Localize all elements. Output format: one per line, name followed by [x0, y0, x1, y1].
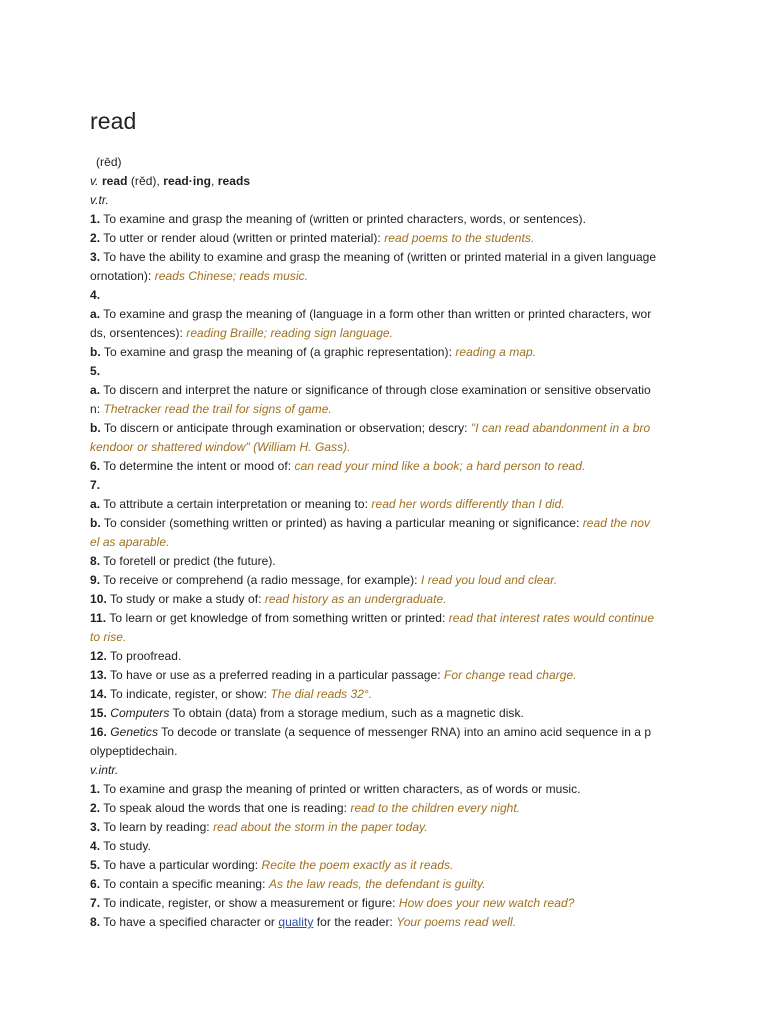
text-segment: To learn by reading:	[100, 820, 214, 834]
usage-example: Thetracker read the trail for signs of game.	[103, 402, 332, 416]
text-segment: To discern and interpret the nature or significance of through close examination or sensitive observatio	[100, 383, 651, 397]
sense-number: 4.	[90, 288, 101, 302]
label-italic: v.intr.	[90, 763, 119, 777]
usage-example: el as aparable.	[90, 535, 170, 549]
sense-number: 2.	[90, 801, 101, 815]
text-segment: To learn or get knowledge of from something written or printed:	[106, 611, 449, 625]
definition-line	[90, 818, 690, 837]
usage-example: Recite the poem exactly as it reads.	[261, 858, 454, 872]
usage-example: "I can read abandonment in a bro	[470, 421, 651, 435]
definition-line	[90, 552, 690, 571]
usage-example: read history as an undergraduate.	[264, 592, 447, 606]
definition-line	[90, 362, 690, 381]
definition-line	[90, 438, 690, 457]
sense-number: 16.	[90, 725, 107, 739]
usage-example: Your poems read well.	[396, 915, 517, 929]
definition-line	[90, 875, 690, 894]
usage-example: can read your mind like a book; a hard person to read.	[294, 459, 586, 473]
definition-line	[90, 400, 690, 419]
definition-line	[90, 647, 690, 666]
definition-line	[90, 685, 690, 704]
definition-line	[90, 495, 690, 514]
definition-line	[90, 419, 690, 438]
definition-line	[90, 856, 690, 875]
label-italic: v.	[90, 174, 99, 188]
definition-line	[90, 894, 690, 913]
definition-line	[90, 343, 690, 362]
usage-example: reading Braille; reading sign language.	[186, 326, 394, 340]
sense-number: a.	[90, 383, 101, 397]
sense-number: 3.	[90, 820, 101, 834]
usage-example: read that interest rates would continue	[448, 611, 655, 625]
definition-line	[90, 704, 690, 723]
text-segment: To contain a specific meaning:	[100, 877, 269, 891]
sense-number: 1.	[90, 212, 101, 226]
sense-number: 5.	[90, 364, 101, 378]
definition-line	[90, 666, 690, 685]
definition-line	[90, 723, 690, 742]
sense-number: 3.	[90, 250, 101, 264]
text-segment: To receive or comprehend (a radio message, for example):	[100, 573, 421, 587]
text-segment: for the reader:	[313, 915, 397, 929]
definition-line	[90, 514, 690, 533]
usage-example: reads Chinese; reads music.	[154, 269, 309, 283]
text-segment: ornotation):	[90, 269, 155, 283]
text-segment: To discern or anticipate through examination or observation; descry:	[100, 421, 471, 435]
sense-number: 12.	[90, 649, 107, 663]
sense-number: 8.	[90, 554, 101, 568]
definition-line	[90, 609, 690, 628]
text-segment: To obtain (data) from a storage medium, such as a magnetic disk.	[169, 706, 524, 720]
text-segment: (rēd)	[96, 155, 122, 169]
sense-number: 7.	[90, 478, 101, 492]
sense-number: a.	[90, 307, 101, 321]
sense-number: 5.	[90, 858, 101, 872]
definition-line	[90, 305, 690, 324]
definition-line	[90, 742, 690, 761]
definition-line	[90, 799, 690, 818]
text-segment: To attribute a certain interpretation or meaning to:	[100, 497, 372, 511]
text-segment: To study.	[100, 839, 151, 853]
definition-line	[90, 324, 690, 343]
text-segment: To foretell or predict (the future).	[100, 554, 276, 568]
definition-line	[90, 381, 690, 400]
sense-number: reads	[217, 174, 251, 188]
sense-number: read	[101, 174, 128, 188]
definition-line	[90, 229, 690, 248]
usage-example: to rise.	[90, 630, 127, 644]
definition-line	[90, 286, 690, 305]
sense-number: 13.	[90, 668, 107, 682]
text-segment: To have the ability to examine and grasp the meaning of (written or printed material in a given language	[100, 250, 657, 264]
sense-number: a.	[90, 497, 101, 511]
usage-example: The dial reads 32°.	[270, 687, 373, 701]
definition-line	[90, 590, 690, 609]
usage-example: How does your new watch read?	[398, 896, 575, 910]
text-segment: To speak aloud the words that one is reading:	[100, 801, 351, 815]
definition-line	[90, 476, 690, 495]
usage-example: read	[508, 668, 533, 682]
text-segment: To consider (something written or printed) as having a particular meaning or significance:	[100, 516, 583, 530]
definition-line	[90, 457, 690, 476]
usage-example: charge.	[532, 668, 577, 682]
usage-example: For change	[444, 668, 509, 682]
definition-line	[90, 913, 690, 932]
definition-line	[90, 780, 690, 799]
text-segment: To have a specified character or	[100, 915, 279, 929]
text-segment: To examine and grasp the meaning of (written or printed characters, words, or sentences).	[100, 212, 586, 226]
sense-number: read·ing	[163, 174, 211, 188]
text-segment: To indicate, register, or show a measurement or figure:	[100, 896, 399, 910]
definition-line	[90, 837, 690, 856]
usage-example: read to the children every night.	[350, 801, 521, 815]
definition-line	[90, 571, 690, 590]
text-segment: n:	[90, 402, 104, 416]
usage-example: read the nov	[582, 516, 651, 530]
definition-line	[90, 248, 690, 267]
text-segment: To have a particular wording:	[100, 858, 262, 872]
sense-number: 1.	[90, 782, 101, 796]
label-italic: v.tr.	[90, 193, 109, 207]
text-segment: To utter or render aloud (written or printed material):	[100, 231, 385, 245]
definition-line	[90, 761, 690, 780]
sense-number: b.	[90, 421, 101, 435]
sense-number: 2.	[90, 231, 101, 245]
text-segment: To examine and grasp the meaning of printed or written characters, as of words or music.	[100, 782, 581, 796]
text-segment: olypeptidechain.	[90, 744, 178, 758]
text-segment: To examine and grasp the meaning of (a graphic representation):	[100, 345, 456, 359]
definition-line	[90, 628, 690, 647]
sense-number: b.	[90, 516, 101, 530]
text-segment: To proofread.	[106, 649, 182, 663]
usage-example: reading a map.	[455, 345, 537, 359]
text-segment: To have or use as a preferred reading in a particular passage:	[106, 668, 445, 682]
sense-number: 11.	[90, 611, 107, 625]
text-segment: To decode or translate (a sequence of messenger RNA) into an amino acid sequence in a p	[158, 725, 652, 739]
definition-lines	[90, 153, 690, 932]
usage-example: As the law reads, the defendant is guilty.	[268, 877, 486, 891]
quality-link[interactable]: quality	[278, 915, 314, 929]
usage-example: I read you loud and clear.	[420, 573, 558, 587]
text-segment: To determine the intent or mood of:	[100, 459, 295, 473]
usage-example: kendoor or shattered window" (William H. Gass).	[90, 440, 351, 454]
definition-line	[90, 533, 690, 552]
label-italic: Genetics	[110, 725, 158, 739]
sense-number: b.	[90, 345, 101, 359]
sense-number: 6.	[90, 459, 101, 473]
definition-line	[90, 210, 690, 229]
sense-number: 8.	[90, 915, 101, 929]
headword: read	[90, 108, 137, 134]
sense-number: 10.	[90, 592, 107, 606]
sense-number: 7.	[90, 896, 101, 910]
text-segment: ,	[211, 174, 218, 188]
sense-number: 6.	[90, 877, 101, 891]
text-segment: To examine and grasp the meaning of (language in a form other than written or printed characters, wor	[100, 307, 652, 321]
sense-number: 4.	[90, 839, 101, 853]
sense-number: 9.	[90, 573, 101, 587]
usage-example: read about the storm in the paper today.	[213, 820, 428, 834]
usage-example: read poems to the students.	[384, 231, 535, 245]
definition-line	[90, 191, 690, 210]
definition-line	[90, 172, 690, 191]
sense-number: 15.	[90, 706, 107, 720]
text-segment: (rĕd),	[127, 174, 164, 188]
definition-line	[90, 267, 690, 286]
text-segment: To indicate, register, or show:	[106, 687, 271, 701]
pronunciation-line	[90, 153, 690, 172]
text-segment: ds, orsentences):	[90, 326, 187, 340]
usage-example: read her words differently than I did.	[371, 497, 565, 511]
text-segment: To study or make a study of:	[106, 592, 265, 606]
label-italic: Computers	[110, 706, 170, 720]
sense-number: 14.	[90, 687, 107, 701]
